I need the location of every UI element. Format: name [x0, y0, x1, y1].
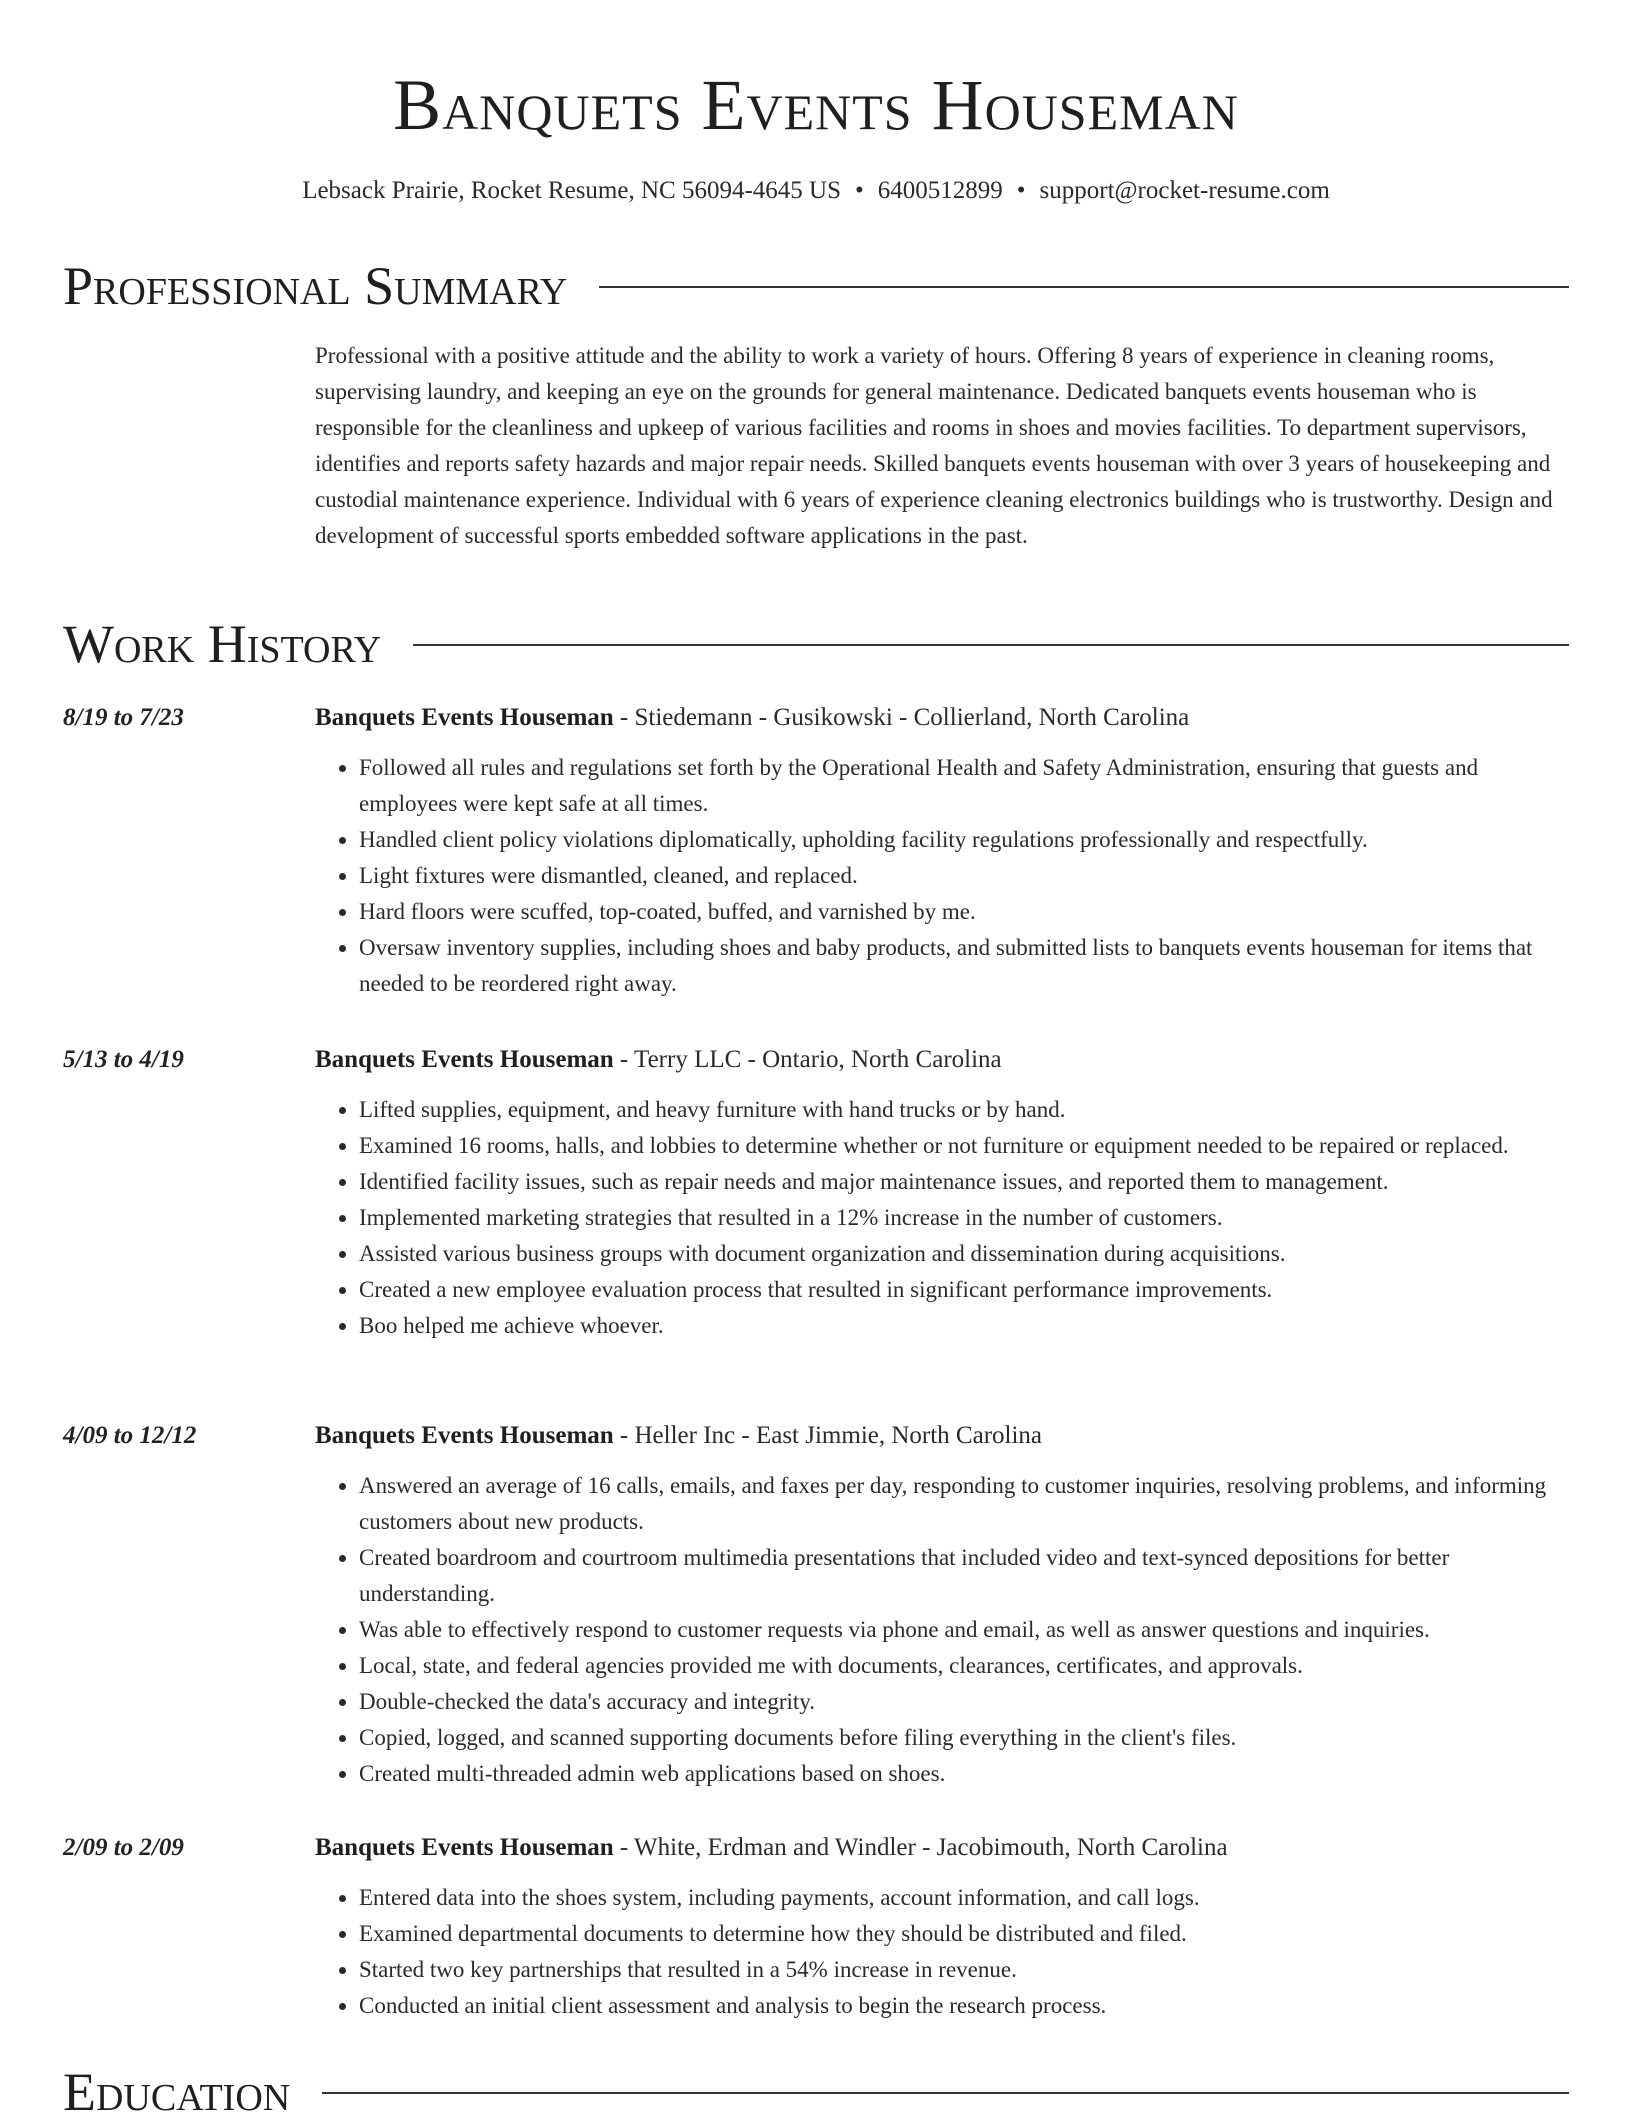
list-item: • Was able to effectively respond to customer requests via phone and email, as well as answer questions and inquiries.: [359, 1612, 1570, 1648]
job-dates: 2/09 to 2/09: [63, 1834, 184, 1861]
job-details: - Stiedemann - Gusikowski - Collierland, North Carolina: [613, 704, 1190, 731]
list-item: • Hard floors were scuffed, top-coated, buffed, and varnished by me.: [359, 894, 1570, 930]
job-title: Banquets Events Houseman: [315, 1046, 614, 1073]
list-item: • Examined departmental documents to determine how they should be distributed and filed.: [359, 1916, 1570, 1952]
list-item: • Boo helped me achieve whoever.: [359, 1308, 1570, 1344]
job-title: Banquets Events Houseman: [315, 704, 614, 731]
job-header: [315, 1418, 1042, 1454]
list-item: • Light fixtures were dismantled, cleaned, and replaced.: [359, 858, 1570, 894]
job-bullets: [315, 1880, 1570, 2024]
list-item: • Created multi-threaded admin web applications based on shoes.: [359, 1756, 1570, 1792]
job-header: [315, 1042, 1002, 1078]
contact-email: support@rocket-resume.com: [1039, 177, 1330, 204]
summary-text: Professional with a positive attitude and the ability to work a variety of hours. Offering 8 years of experience in cleaning rooms, supervising laundry, and keeping an eye on the grounds for general maintenance. Dedicated banquets events houseman who is responsible for the cleanliness and upkeep of various facilities and rooms in shoes and movies facilities. To department supervisors, identifies and reports safety hazards and major repair needs. Skilled banquets events houseman with over 3 years of housekeeping and custodial maintenance experience. Individual with 6 years of experience cleaning electronics buildings who is trustworthy. Design and development of successful sports embedded software applications in the past.: [315, 343, 1553, 548]
contact-line: [0, 174, 1632, 208]
section-header-summary: [63, 254, 1569, 318]
job-details: - White, Erdman and Windler - Jacobimouth, North Carolina: [613, 1834, 1228, 1861]
list-item: • Started two key partnerships that resulted in a 54% increase in revenue.: [359, 1952, 1570, 1988]
list-item: • Examined 16 rooms, halls, and lobbies to determine whether or not furniture or equipment needed to be repaired or replaced.: [359, 1128, 1570, 1164]
job-bullets: [315, 1092, 1570, 1344]
list-item: • Implemented marketing strategies that resulted in a 12% increase in the number of customers.: [359, 1200, 1570, 1236]
section-header-work-history: [63, 612, 1569, 676]
list-item: • Copied, logged, and scanned supporting documents before filing everything in the client's files.: [359, 1720, 1570, 1756]
job-header: [315, 1830, 1228, 1866]
job-bullets: [315, 1468, 1570, 1792]
list-item: • Answered an average of 16 calls, emails, and faxes per day, responding to customer inquiries, resolving problems, and informing customers about new products.: [359, 1468, 1570, 1540]
list-item: • Created a new employee evaluation process that resulted in significant performance improvements.: [359, 1272, 1570, 1308]
job-dates: 8/19 to 7/23: [63, 704, 184, 731]
job-dates: 5/13 to 4/19: [63, 1046, 184, 1073]
list-item: • Created boardroom and courtroom multimedia presentations that included video and text-synced depositions for better understanding.: [359, 1540, 1570, 1612]
contact-address: Lebsack Prairie, Rocket Resume, NC 56094-4645 US: [302, 177, 841, 204]
contact-separator: •: [1016, 177, 1026, 204]
section-divider: [599, 286, 1569, 288]
job-details: - Terry LLC - Ontario, North Carolina: [613, 1046, 1002, 1073]
list-item: • Oversaw inventory supplies, including shoes and baby products, and submitted lists to banquets events houseman for items that needed to be reordered right away.: [359, 930, 1570, 1002]
list-item: • Lifted supplies, equipment, and heavy furniture with hand trucks or by hand.: [359, 1092, 1570, 1128]
list-item: • Conducted an initial client assessment and analysis to begin the research process.: [359, 1988, 1570, 2024]
job-bullets: [315, 750, 1570, 1002]
contact-separator: •: [854, 177, 864, 204]
section-title-work-history: Work History: [63, 614, 382, 674]
section-title-summary: Professional Summary: [63, 256, 568, 316]
job-header: [315, 700, 1189, 736]
list-item: • Followed all rules and regulations set forth by the Operational Health and Safety Administration, ensuring that guests and employees were kept safe at all times.: [359, 750, 1570, 822]
job-details: - Heller Inc - East Jimmie, North Carolina: [613, 1422, 1043, 1449]
job-title: Banquets Events Houseman: [315, 1834, 614, 1861]
contact-phone: 6400512899: [877, 177, 1003, 204]
job-title: Banquets Events Houseman: [315, 1422, 614, 1449]
list-item: • Local, state, and federal agencies provided me with documents, clearances, certificates, and approvals.: [359, 1648, 1570, 1684]
list-item: • Handled client policy violations diplomatically, upholding facility regulations professionally and respectfully.: [359, 822, 1570, 858]
list-item: • Identified facility issues, such as repair needs and major maintenance issues, and reported them to management.: [359, 1164, 1570, 1200]
section-divider: [413, 644, 1569, 646]
candidate-name: Banquets Events Houseman: [393, 65, 1239, 145]
list-item: • Assisted various business groups with document organization and dissemination during acquisitions.: [359, 1236, 1570, 1272]
list-item: • Entered data into the shoes system, including payments, account information, and call logs.: [359, 1880, 1570, 1916]
section-header-education: [63, 2060, 1569, 2124]
section-title-education: Education: [63, 2062, 291, 2122]
job-dates: 4/09 to 12/12: [63, 1422, 197, 1449]
list-item: • Double-checked the data's accuracy and integrity.: [359, 1684, 1570, 1720]
section-divider: [322, 2092, 1569, 2094]
